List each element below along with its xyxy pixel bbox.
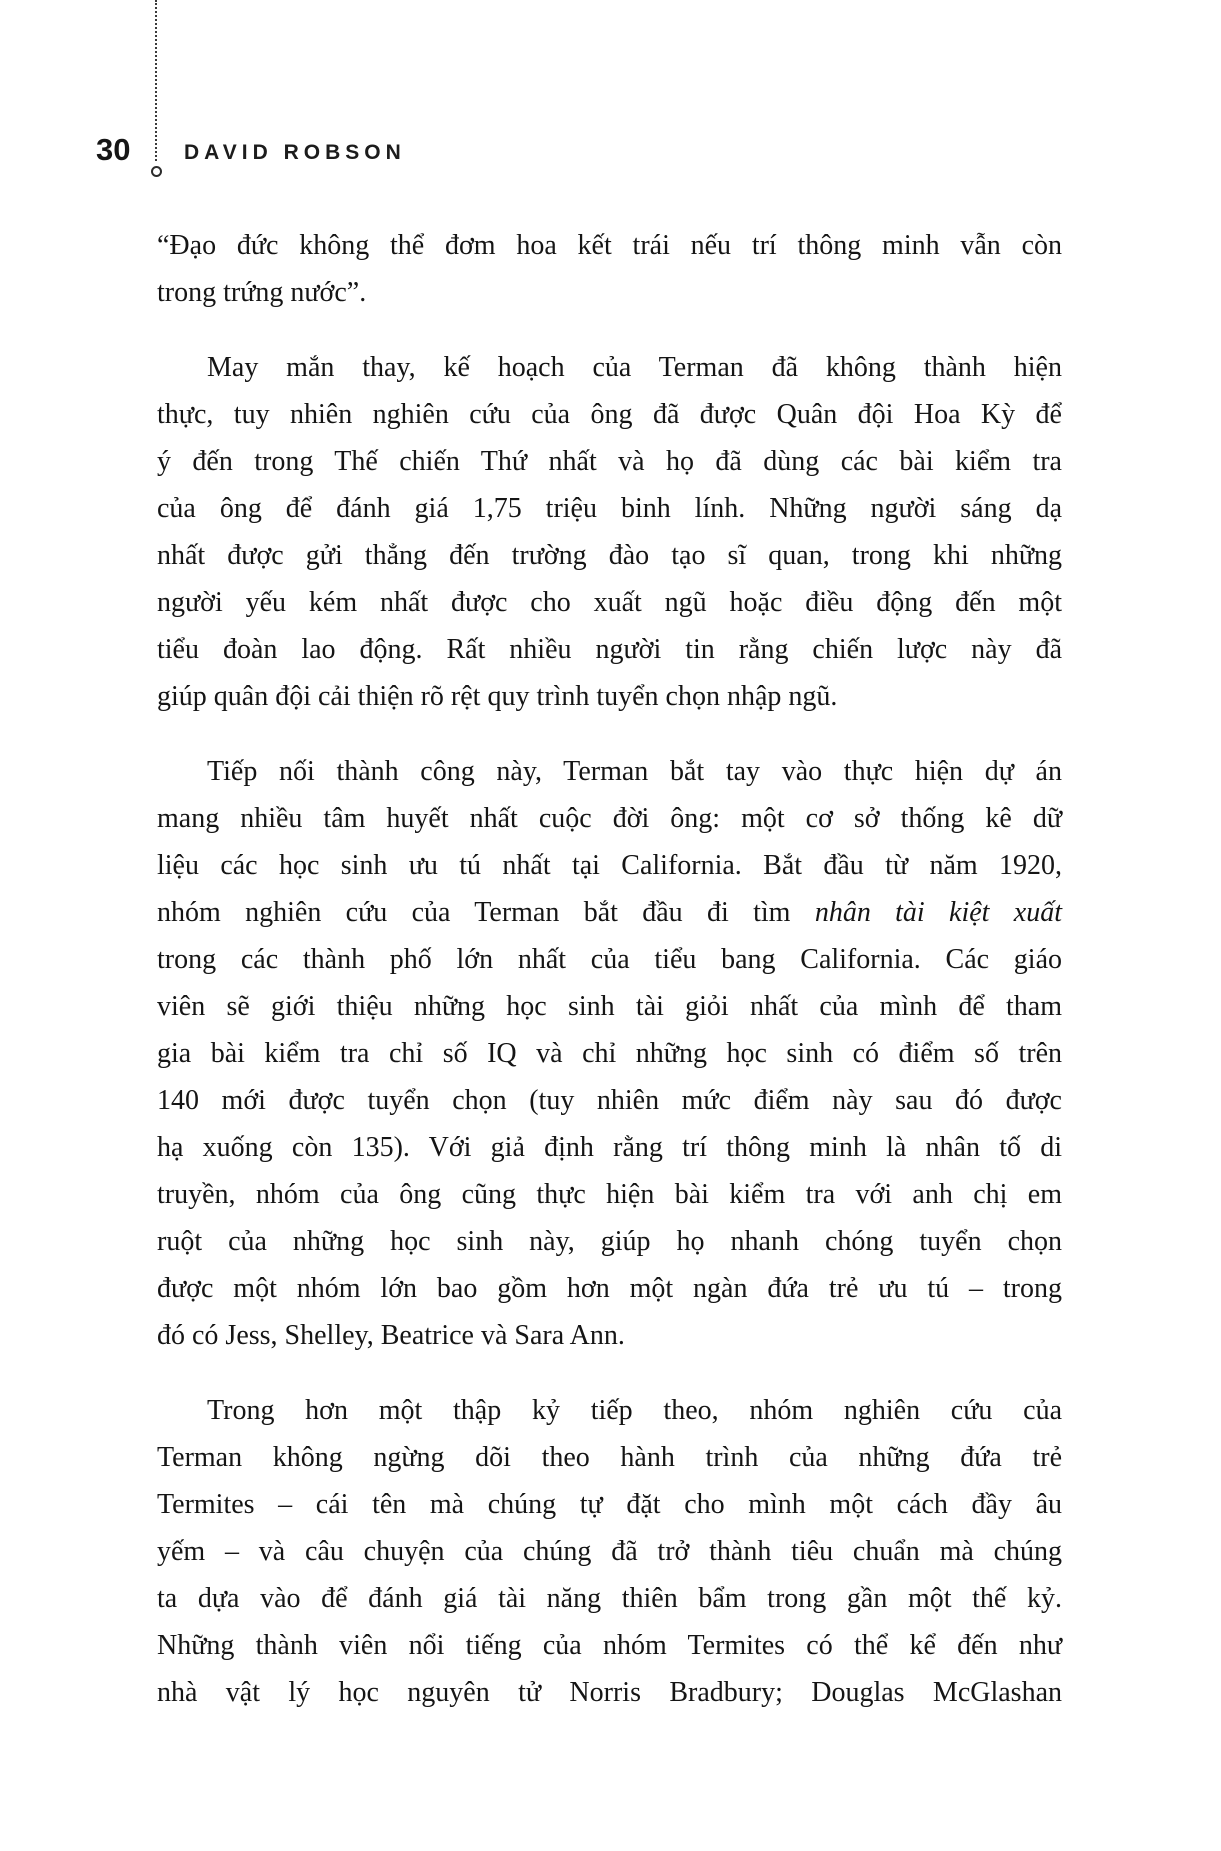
text-line (157, 1265, 1062, 1312)
text-segment: yếm – và câu chuyện của chúng đã trở thành tiêu chuẩn mà chúng (157, 1536, 1062, 1567)
text-segment: Những thành viên nổi tiếng của nhóm Termites có thể kể đến như (157, 1630, 1062, 1661)
paragraph (157, 748, 1062, 1359)
text-segment: mang nhiều tâm huyết nhất cuộc đời ông: một cơ sở thống kê dữ (157, 803, 1062, 834)
text-segment: Termites – cái tên mà chúng tự đặt cho mình một cách đầy âu (157, 1489, 1062, 1520)
text-line (157, 1312, 1062, 1359)
text-line (157, 1218, 1062, 1265)
text-segment: thực, tuy nhiên nghiên cứu của ông đã được Quân đội Hoa Kỳ để (157, 399, 1062, 430)
text-line (157, 748, 1062, 795)
text-line (157, 1124, 1062, 1171)
text-line (157, 626, 1062, 673)
text-segment: truyền, nhóm của ông cũng thực hiện bài kiểm tra với anh chị em (157, 1179, 1062, 1210)
text-segment: trong trứng nước”. (157, 277, 367, 308)
text-segment: ruột của những học sinh này, giúp họ nhanh chóng tuyển chọn (157, 1226, 1062, 1257)
text-segment: May mắn thay, kế hoạch của Terman đã không thành hiện (207, 352, 1062, 383)
text-segment: của ông để đánh giá 1,75 triệu binh lính. Những người sáng dạ (157, 493, 1062, 524)
text-segment: nhà vật lý học nguyên tử Norris Bradbury; Douglas McGlashan (157, 1677, 1062, 1708)
paragraph (157, 222, 1062, 316)
text-line (157, 1030, 1062, 1077)
text-segment: Tiếp nối thành công này, Terman bắt tay vào thực hiện dự án (207, 756, 1062, 787)
text-line (157, 842, 1062, 889)
text-line (157, 269, 1062, 316)
text-segment: ý đến trong Thế chiến Thứ nhất và họ đã dùng các bài kiểm tra (157, 446, 1062, 477)
text-segment: liệu các học sinh ưu tú nhất tại California. Bắt đầu từ năm 1920, (157, 850, 1062, 881)
italic-phrase: nhân tài kiệt xuất (814, 897, 1062, 928)
text-line (157, 222, 1062, 269)
text-line (157, 889, 1062, 936)
running-head: DAVID ROBSON (184, 141, 406, 164)
page-number: 30 (96, 132, 131, 167)
dotted-rule (155, 0, 157, 161)
text-segment: ta dựa vào để đánh giá tài năng thiên bẩm trong gần một thế kỷ. (157, 1583, 1062, 1614)
text-line (157, 579, 1062, 626)
text-line (157, 485, 1062, 532)
text-segment: hạ xuống còn 135). Với giả định rằng trí thông minh là nhân tố di (157, 1132, 1062, 1163)
text-segment: Terman không ngừng dõi theo hành trình của những đứa trẻ (157, 1442, 1062, 1473)
text-line (157, 1434, 1062, 1481)
text-line (157, 1575, 1062, 1622)
text-segment: viên sẽ giới thiệu những học sinh tài giỏi nhất của mình để tham (157, 991, 1062, 1022)
body-text (157, 222, 1062, 1716)
text-segment: nhóm nghiên cứu của Terman bắt đầu đi tìm (157, 897, 815, 928)
text-line (157, 1077, 1062, 1124)
text-line (157, 1622, 1062, 1669)
paragraph (157, 1387, 1062, 1716)
text-segment: được một nhóm lớn bao gồm hơn một ngàn đứa trẻ ưu tú – trong (157, 1273, 1062, 1304)
text-line (157, 795, 1062, 842)
text-segment: “Đạo đức không thể đơm hoa kết trái nếu trí thông minh vẫn còn (157, 230, 1062, 261)
text-segment: trong các thành phố lớn nhất của tiểu bang California. Các giáo (157, 944, 1062, 975)
text-segment: nhất được gửi thẳng đến trường đào tạo sĩ quan, trong khi những (157, 540, 1062, 571)
text-line (157, 1669, 1062, 1716)
text-line (157, 1171, 1062, 1218)
text-line (157, 1481, 1062, 1528)
text-segment: giúp quân đội cải thiện rõ rệt quy trình tuyển chọn nhập ngũ. (157, 681, 838, 712)
text-line (157, 532, 1062, 579)
text-segment: tiểu đoàn lao động. Rất nhiều người tin rằng chiến lược này đã (157, 634, 1062, 665)
text-segment: 140 mới được tuyển chọn (tuy nhiên mức điểm này sau đó được (157, 1085, 1062, 1116)
text-segment: gia bài kiểm tra chỉ số IQ và chỉ những học sinh có điểm số trên (157, 1038, 1062, 1069)
text-segment: Trong hơn một thập kỷ tiếp theo, nhóm nghiên cứu của (207, 1395, 1062, 1426)
paragraph (157, 344, 1062, 720)
rule-end-circle-icon (151, 166, 162, 177)
text-line (157, 438, 1062, 485)
text-line (157, 673, 1062, 720)
text-line (157, 344, 1062, 391)
text-line (157, 1387, 1062, 1434)
text-line (157, 936, 1062, 983)
text-segment: người yếu kém nhất được cho xuất ngũ hoặc điều động đến một (157, 587, 1062, 618)
text-segment: đó có Jess, Shelley, Beatrice và Sara Ann. (157, 1320, 625, 1351)
text-line (157, 391, 1062, 438)
text-line (157, 983, 1062, 1030)
text-line (157, 1528, 1062, 1575)
